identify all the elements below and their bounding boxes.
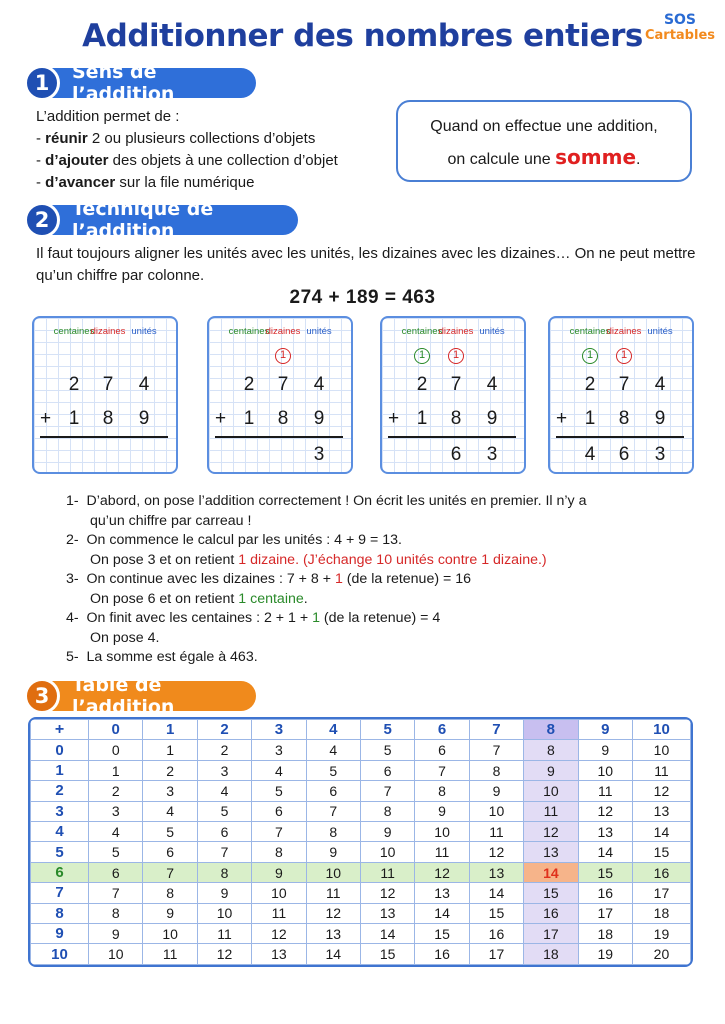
- table-row: [31, 760, 691, 780]
- table-cell: 17: [469, 944, 523, 965]
- logo-line-1: SOS: [663, 12, 697, 28]
- digit: 9: [486, 408, 498, 429]
- column-header: centaines: [53, 326, 95, 337]
- table-row: [31, 801, 691, 821]
- definition-line-1: Quand on effectue une addition,: [430, 118, 658, 135]
- table-cell: 7: [143, 862, 197, 882]
- table-cell: 4: [197, 781, 251, 801]
- table-cell: 8: [143, 883, 197, 903]
- addition-grid-1: [32, 316, 178, 474]
- column-header: centaines: [401, 326, 443, 337]
- table-cell: 16: [578, 883, 632, 903]
- digit: 8: [618, 408, 630, 429]
- column-header: centaines: [569, 326, 611, 337]
- carry-circle: 1: [616, 348, 632, 364]
- table-cell: 9: [89, 924, 143, 944]
- digit: 9: [313, 408, 325, 429]
- section-1-number: 1: [24, 65, 60, 101]
- row-header: 7: [31, 883, 89, 903]
- column-header: 6: [415, 720, 469, 740]
- table-row: [31, 944, 691, 965]
- step-3: 3- On continue avec les dizaines : 7 + 8 + 1 (de la retenue) = 16: [66, 571, 472, 587]
- result-digit: 6: [450, 444, 462, 465]
- table-cell: 18: [578, 924, 632, 944]
- table-cell: 14: [578, 842, 632, 862]
- table-cell: 5: [197, 801, 251, 821]
- table-cell: 8: [469, 760, 523, 780]
- table-cell: 9: [524, 760, 578, 780]
- intro-item: - réunir 2 ou plusieurs collections d’objets: [36, 130, 316, 147]
- table-cell: 17: [524, 924, 578, 944]
- table-cell: 3: [197, 760, 251, 780]
- table-cell: 5: [360, 740, 414, 760]
- table-cell: 13: [415, 883, 469, 903]
- table-cell: 18: [632, 903, 690, 923]
- table-cell: 12: [252, 924, 306, 944]
- table-cell: 19: [632, 924, 690, 944]
- table-cell: 5: [89, 842, 143, 862]
- row-header: 3: [31, 801, 89, 821]
- section-3-heading: Table de l’addition: [72, 674, 175, 718]
- carry-circle: 1: [414, 348, 430, 364]
- table-cell: 10: [469, 801, 523, 821]
- table-cell: 12: [469, 842, 523, 862]
- table-cell: 1: [89, 760, 143, 780]
- column-header: 3: [252, 720, 306, 740]
- addition-grid-4: [548, 316, 694, 474]
- table-cell: 9: [252, 862, 306, 882]
- table-cell: 7: [469, 740, 523, 760]
- table-cell: 13: [252, 944, 306, 965]
- row-header: 6: [31, 862, 89, 882]
- table-cell: 15: [469, 903, 523, 923]
- result-digit: 4: [584, 444, 596, 465]
- table-cell: 7: [360, 781, 414, 801]
- operation: 274 + 189 = 463: [289, 287, 436, 308]
- table-cell: 17: [578, 903, 632, 923]
- table-cell: 15: [360, 944, 414, 965]
- table-cell: 12: [306, 903, 360, 923]
- column-header: 2: [197, 720, 251, 740]
- table-cell: 12: [197, 944, 251, 965]
- digit: 7: [618, 374, 630, 395]
- table-cell: 18: [524, 944, 578, 965]
- table-cell: 2: [197, 740, 251, 760]
- table-cell: 19: [578, 944, 632, 965]
- table-cell: 9: [469, 781, 523, 801]
- table-cell: 16: [415, 944, 469, 965]
- table-cell: 8: [360, 801, 414, 821]
- column-header: 1: [143, 720, 197, 740]
- table-cell: 11: [360, 862, 414, 882]
- table-cell: 0: [89, 740, 143, 760]
- table-row: [31, 740, 691, 760]
- digit: 2: [416, 374, 428, 395]
- keyword-somme: somme: [555, 145, 637, 169]
- table-cell: 8: [252, 842, 306, 862]
- table-row: [31, 924, 691, 944]
- section-2-header: [32, 198, 298, 242]
- table-cell: 6: [306, 781, 360, 801]
- plus-sign: +: [215, 408, 227, 429]
- table-cell: 16: [632, 862, 690, 882]
- table-cell: 14: [469, 883, 523, 903]
- section-3-header: [32, 674, 256, 718]
- digit: 8: [102, 408, 114, 429]
- table-cell: 13: [632, 801, 690, 821]
- table-cell: 11: [469, 822, 523, 842]
- section-1-intro: [36, 106, 338, 194]
- table-cell: 5: [252, 781, 306, 801]
- table-cell: 8: [89, 903, 143, 923]
- step-5: 5- La somme est égale à 463.: [66, 649, 258, 665]
- table-cell: 11: [415, 842, 469, 862]
- digit: 4: [654, 374, 666, 395]
- table-cell: 7: [89, 883, 143, 903]
- column-header: dizaines: [265, 326, 301, 337]
- table-cell: 11: [524, 801, 578, 821]
- table-cell: 12: [415, 862, 469, 882]
- table-cell: 15: [578, 862, 632, 882]
- table-cell: 6: [143, 842, 197, 862]
- sum-line: [388, 436, 516, 438]
- digit: 2: [584, 374, 596, 395]
- table-cell: 10: [143, 924, 197, 944]
- step-1: 1- D’abord, on pose l’addition correctement ! On écrit les unités en premier. Il n’y a: [66, 493, 587, 509]
- table-cell: 4: [252, 760, 306, 780]
- table-cell: 6: [360, 760, 414, 780]
- table-corner: +: [31, 720, 89, 740]
- table-cell: 4: [306, 740, 360, 760]
- digit: 1: [416, 408, 428, 429]
- column-header: unités: [479, 326, 505, 337]
- result-digit: 3: [486, 444, 498, 465]
- table-cell: 12: [524, 822, 578, 842]
- digit: 1: [68, 408, 80, 429]
- table-cell: 7: [306, 801, 360, 821]
- table-row: [31, 781, 691, 801]
- row-header: 5: [31, 842, 89, 862]
- result-digit: 3: [313, 444, 325, 465]
- table-cell: 9: [578, 740, 632, 760]
- page-title: Additionner des nombres entiers: [82, 18, 643, 54]
- result-digit: 6: [618, 444, 630, 465]
- digit: 2: [68, 374, 80, 395]
- column-header: 0: [89, 720, 143, 740]
- table-cell: 8: [415, 781, 469, 801]
- column-header: unités: [306, 326, 332, 337]
- digit: 9: [654, 408, 666, 429]
- table-cell: 11: [252, 903, 306, 923]
- table-cell: 6: [197, 822, 251, 842]
- addition-grid-2: [207, 316, 353, 474]
- digit: 8: [450, 408, 462, 429]
- table-cell: 6: [415, 740, 469, 760]
- step-4-cont: On pose 4.: [90, 629, 160, 646]
- row-header: 0: [31, 740, 89, 760]
- sum-line: [215, 436, 343, 438]
- table-cell: 10: [197, 903, 251, 923]
- column-header: 8: [524, 720, 578, 740]
- intro-item: - d’avancer sur la file numérique: [36, 174, 255, 191]
- addition-table: [28, 717, 693, 967]
- section-2-heading: Technique de l’addition: [72, 198, 214, 242]
- steps-list: [66, 492, 686, 668]
- technique-text: Il faut toujours aligner les unités avec les unités, les dizaines avec les dizaines… On ne peut mettre qu’un chiffre par colonne.: [36, 245, 696, 284]
- intro-text: L’addition permet de :: [36, 108, 180, 125]
- table-cell: 7: [252, 822, 306, 842]
- table-cell: 15: [632, 842, 690, 862]
- digit: 2: [243, 374, 255, 395]
- column-header: dizaines: [606, 326, 642, 337]
- table-cell: 3: [89, 801, 143, 821]
- table-cell: 12: [632, 781, 690, 801]
- table-cell: 13: [306, 924, 360, 944]
- section-1-header: [32, 61, 256, 105]
- digit: 7: [450, 374, 462, 395]
- table-cell: 14: [524, 862, 578, 882]
- digit: 4: [138, 374, 150, 395]
- table-cell: 11: [143, 944, 197, 965]
- table-cell: 8: [197, 862, 251, 882]
- digit: 1: [584, 408, 596, 429]
- plus-sign: +: [388, 408, 400, 429]
- table-cell: 10: [360, 842, 414, 862]
- table-cell: 11: [632, 760, 690, 780]
- table-cell: 14: [415, 903, 469, 923]
- definition-box: [396, 100, 692, 182]
- row-header: 10: [31, 944, 89, 965]
- addition-grid-3: [380, 316, 526, 474]
- table-row: [31, 842, 691, 862]
- table-cell: 11: [306, 883, 360, 903]
- step-4: 4- On finit avec les centaines : 2 + 1 + 1 (de la retenue) = 4: [66, 610, 441, 626]
- table-cell: 10: [578, 760, 632, 780]
- digit: 4: [486, 374, 498, 395]
- column-header: centaines: [228, 326, 270, 337]
- plus-sign: +: [556, 408, 568, 429]
- table-cell: 7: [415, 760, 469, 780]
- column-header: 10: [632, 720, 690, 740]
- table-row: [31, 903, 691, 923]
- table-cell: 9: [415, 801, 469, 821]
- carry-circle: 1: [275, 348, 291, 364]
- digit: 1: [243, 408, 255, 429]
- section-1-heading: Sens de l’addition: [72, 61, 175, 105]
- carry-circle: 1: [448, 348, 464, 364]
- table-cell: 8: [306, 822, 360, 842]
- column-header: dizaines: [438, 326, 474, 337]
- table-cell: 15: [415, 924, 469, 944]
- column-header: 7: [469, 720, 523, 740]
- section-2-number: 2: [24, 202, 60, 238]
- digit: 7: [102, 374, 114, 395]
- table-cell: 1: [143, 740, 197, 760]
- logo: [645, 12, 715, 44]
- digit: 7: [277, 374, 289, 395]
- table-cell: 3: [252, 740, 306, 760]
- column-header: dizaines: [90, 326, 126, 337]
- table-cell: 3: [143, 781, 197, 801]
- table-cell: 13: [578, 822, 632, 842]
- table-cell: 10: [632, 740, 690, 760]
- table-cell: 12: [578, 801, 632, 821]
- table-row: [31, 862, 691, 882]
- sum-line: [556, 436, 684, 438]
- table-cell: 12: [360, 883, 414, 903]
- table-cell: 11: [197, 924, 251, 944]
- table-cell: 10: [89, 944, 143, 965]
- result-digit: 3: [654, 444, 666, 465]
- table-cell: 6: [89, 862, 143, 882]
- table-cell: 7: [197, 842, 251, 862]
- table-cell: 9: [360, 822, 414, 842]
- table-cell: 16: [469, 924, 523, 944]
- row-header: 9: [31, 924, 89, 944]
- step-2-cont: On pose 3 et on retient 1 dizaine. (J’échange 10 unités contre 1 dizaine.): [90, 551, 547, 568]
- definition-line-2: on calcule une somme.: [447, 145, 641, 169]
- table-cell: 11: [578, 781, 632, 801]
- logo-line-2: Cartables: [644, 28, 715, 43]
- step-3-cont: On pose 6 et on retient 1 centaine.: [90, 590, 308, 607]
- table-cell: 10: [415, 822, 469, 842]
- table-cell: 16: [524, 903, 578, 923]
- table-row: [31, 822, 691, 842]
- table-cell: 9: [306, 842, 360, 862]
- column-header: unités: [647, 326, 673, 337]
- column-header: 4: [306, 720, 360, 740]
- table-cell: 13: [360, 903, 414, 923]
- table-cell: 9: [197, 883, 251, 903]
- digit: 8: [277, 408, 289, 429]
- table-cell: 13: [469, 862, 523, 882]
- table-row: [31, 883, 691, 903]
- table-cell: 17: [632, 883, 690, 903]
- intro-item: - d’ajouter des objets à une collection d’objet: [36, 152, 338, 169]
- table-cell: 2: [89, 781, 143, 801]
- column-header: 9: [578, 720, 632, 740]
- table-cell: 10: [524, 781, 578, 801]
- table-cell: 5: [306, 760, 360, 780]
- digit: 9: [138, 408, 150, 429]
- table-cell: 2: [143, 760, 197, 780]
- row-header: 1: [31, 760, 89, 780]
- column-header: unités: [131, 326, 157, 337]
- plus-sign: +: [40, 408, 52, 429]
- row-header: 4: [31, 822, 89, 842]
- table-cell: 9: [143, 903, 197, 923]
- step-1-cont: qu’un chiffre par carreau !: [90, 512, 252, 529]
- table-cell: 4: [143, 801, 197, 821]
- table-cell: 20: [632, 944, 690, 965]
- table-cell: 10: [306, 862, 360, 882]
- table-cell: 10: [252, 883, 306, 903]
- table-cell: 6: [252, 801, 306, 821]
- step-2: 2- On commence le calcul par les unités : 4 + 9 = 13.: [66, 532, 402, 548]
- column-header: 5: [360, 720, 414, 740]
- table-cell: 4: [89, 822, 143, 842]
- table-cell: 5: [143, 822, 197, 842]
- digit: 4: [313, 374, 325, 395]
- sum-line: [40, 436, 168, 438]
- section-3-number: 3: [24, 678, 60, 714]
- row-header: 8: [31, 903, 89, 923]
- table-cell: 14: [360, 924, 414, 944]
- table-cell: 14: [306, 944, 360, 965]
- table-cell: 15: [524, 883, 578, 903]
- table-cell: 8: [524, 740, 578, 760]
- table-cell: 13: [524, 842, 578, 862]
- carry-circle: 1: [582, 348, 598, 364]
- table-cell: 14: [632, 822, 690, 842]
- row-header: 2: [31, 781, 89, 801]
